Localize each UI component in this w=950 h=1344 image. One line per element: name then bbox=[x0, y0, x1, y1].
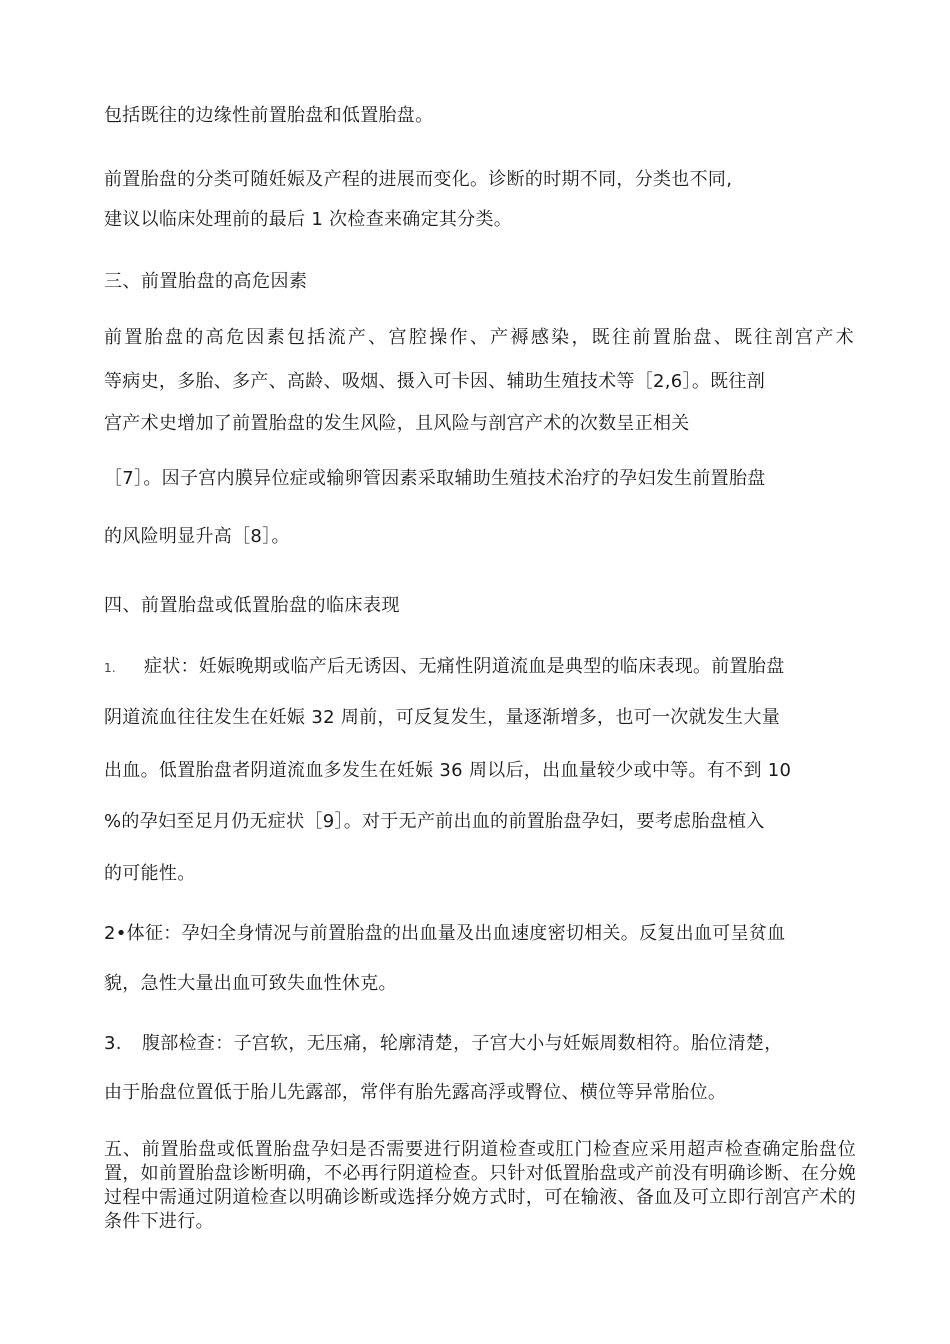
section-5-paragraph: 五、前置胎盘或低置胎盘孕妇是否需要进行阴道检查或肛门检查应采用超声检查确定胎盘位置，如前置胎盘诊断明确，不必再行阴道检查。只针对低置胎盘或产前没有明确诊断、在分娩过程中需通过阴道检查以明确诊断或选择分娩方式时，可在输液、备血及可立即行剖宫产术的条件下进行。 bbox=[104, 1139, 856, 1232]
text-line: 症状：妊娠晚期或临产后无诱因、无痛性阴道流血是典型的临床表现。前置胎盘 bbox=[144, 656, 785, 677]
list-item-1 bbox=[104, 655, 785, 680]
text-line: 阴道流血往往发生在妊娠 32 周前，可反复发生，量逐渐增多，也可一次就发生大量 bbox=[104, 707, 781, 728]
text-line: 包括既往的边缘性前置胎盘和低置胎盘。 bbox=[104, 105, 434, 126]
list-item-3 bbox=[104, 1032, 783, 1056]
section-heading-3: 三、前置胎盘的高危因素 bbox=[104, 271, 308, 292]
text-line: ［7］。因子宫内膜异位症或输卵管因素采取辅助生殖技术治疗的孕妇发生前置胎盘 bbox=[104, 468, 766, 489]
text-line: 出血。低置胎盘者阴道流血多发生在妊娠 36 周以后，出血量较少或中等。有不到 10 bbox=[104, 760, 792, 781]
list-item-2: 2•体征：孕妇全身情况与前置胎盘的出血量及出血速度密切相关。反复出血可呈贫血 bbox=[104, 923, 786, 944]
text-line: 宫产术史增加了前置胎盘的发生风险，且风险与剖宫产术的次数呈正相关 bbox=[104, 413, 690, 434]
section-heading-4: 四、前置胎盘或低置胎盘的临床表现 bbox=[104, 595, 400, 616]
text-line: 的风险明显升高［8］。 bbox=[104, 526, 290, 547]
list-marker: 1. bbox=[104, 661, 117, 675]
text-line: %的孕妇至足月仍无症状［9］。对于无产前出血的前置胎盘孕妇，要考虑胎盘植入 bbox=[104, 811, 765, 832]
text-line: 腹部检查：子宫软，无压痛，轮廓清楚，子宫大小与妊娠周数相符。胎位清楚， bbox=[142, 1033, 783, 1054]
text-line: 貌，急性大量出血可致失血性休克。 bbox=[104, 973, 397, 994]
text-line: 的可能性。 bbox=[104, 863, 196, 884]
text-line: 等病史，多胎、多产、高龄、吸烟、摄入可卡因、辅助生殖技术等［2,6］。既往剖 bbox=[104, 371, 766, 392]
text-line: 前置胎盘的分类可随妊娠及产程的进展而变化。诊断的时期不同，分类也不同, bbox=[104, 169, 733, 190]
list-marker: 3. bbox=[104, 1033, 122, 1054]
text-line: 由于胎盘位置低于胎儿先露部，常伴有胎先露高浮或臀位、横位等异常胎位。 bbox=[104, 1082, 727, 1103]
text-line: 前置胎盘的高危因素包括流产、宫腔操作、产褥感染，既往前置胎盘、既往剖宫产术 bbox=[104, 327, 854, 348]
text-line: 建议以临床处理前的最后 1 次检查来确定其分类。 bbox=[104, 209, 513, 230]
